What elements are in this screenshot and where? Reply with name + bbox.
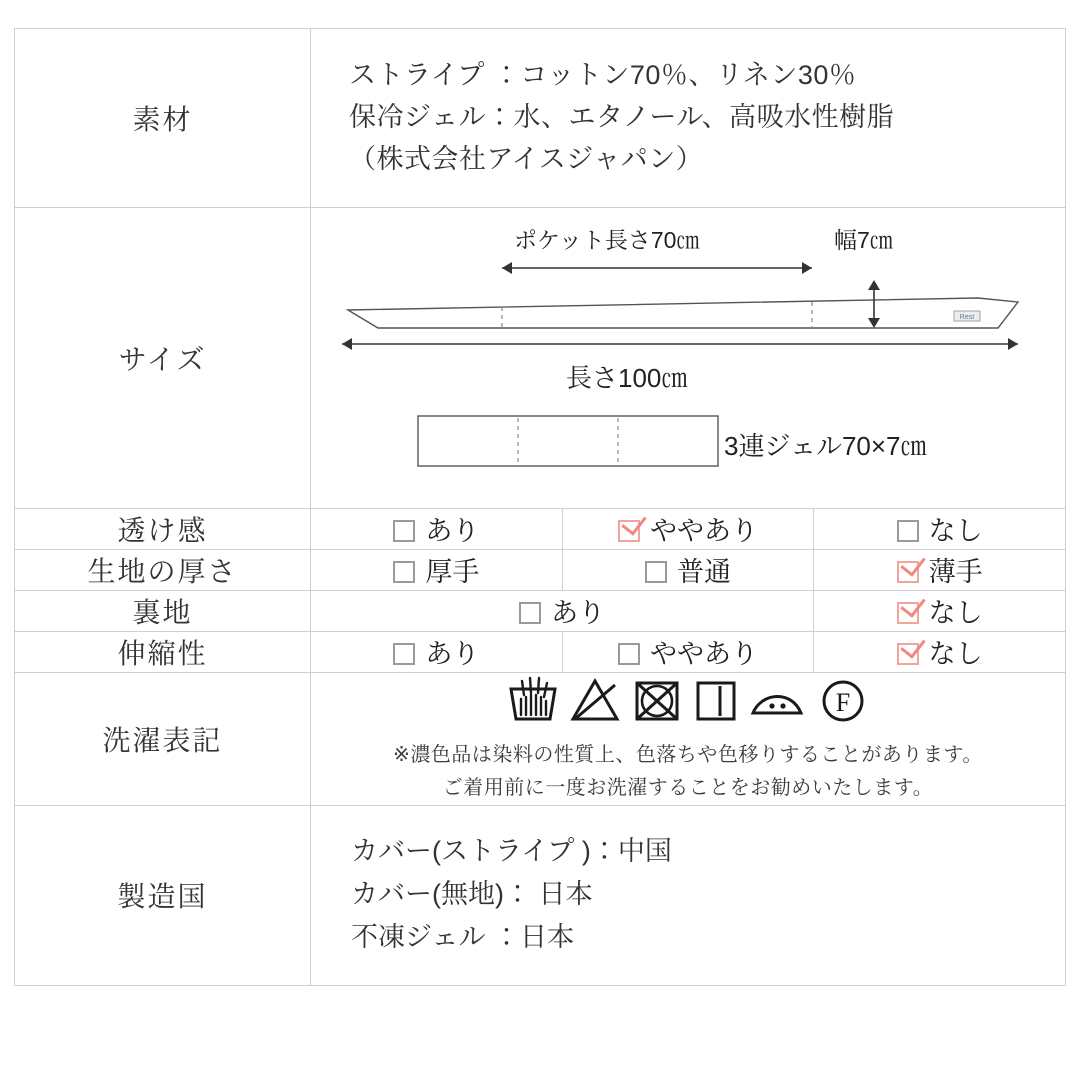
checkbox-thickness-usude[interactable] — [897, 561, 919, 583]
line-dry-icon — [691, 673, 741, 725]
row-label-size: サイズ — [15, 207, 311, 508]
material-line-1: ストライプ ：コットン70％、リネン30％ — [349, 60, 857, 90]
no-tumble-dry-icon — [629, 673, 685, 725]
checkbox-thickness-futsuu[interactable] — [645, 561, 667, 583]
thickness-option-2[interactable] — [562, 549, 814, 590]
lining-option-2[interactable] — [814, 590, 1066, 631]
thickness-option-2-label: 普通 — [676, 557, 731, 588]
table-row-lining — [15, 590, 1066, 631]
stretch-option-2-label: ややあり — [649, 639, 758, 670]
wash-care-icons — [311, 673, 1065, 725]
table-row-material — [15, 29, 1066, 208]
table-row-size — [15, 207, 1066, 508]
table-row-origin — [15, 805, 1066, 986]
table-row-sheer — [15, 508, 1066, 549]
row-value-size — [311, 207, 1066, 508]
iron-low-icon — [747, 673, 809, 725]
row-value-material — [311, 29, 1066, 208]
professional-care-f-icon — [815, 673, 871, 725]
top-margin-strip — [0, 0, 1080, 28]
thickness-option-1[interactable] — [311, 549, 563, 590]
sheer-option-3[interactable] — [814, 508, 1066, 549]
material-line-2: 保冷ジェル：水、エタノール、高吸水性樹脂 — [349, 101, 895, 132]
stretch-option-2[interactable] — [562, 631, 814, 672]
svg-text:F: F — [835, 687, 851, 717]
checkbox-lining-nashi[interactable] — [897, 602, 919, 624]
wash-note-1: ※濃色品は染料の性質上、色落ちや色移りすることがあります。 — [393, 743, 983, 766]
thickness-option-3[interactable] — [814, 549, 1066, 590]
row-label-lining: 裏地 — [15, 590, 311, 631]
row-value-origin — [311, 805, 1066, 986]
row-label-material: 素材 — [15, 29, 311, 208]
row-label-sheer: 透け感 — [15, 508, 311, 549]
sheer-option-2[interactable] — [562, 508, 814, 549]
checkbox-sheer-ari[interactable] — [393, 520, 415, 542]
wash-note-2: ご着用前に一度お洗濯することをお勧めいたします。 — [442, 776, 934, 799]
lining-option-2-label: なし — [928, 598, 983, 629]
checkbox-stretch-yaya-ari[interactable] — [618, 643, 640, 665]
table-row-thickness — [15, 549, 1066, 590]
stretch-option-3-label: なし — [928, 639, 983, 670]
row-value-wash — [311, 672, 1066, 805]
sheer-option-1[interactable] — [311, 508, 563, 549]
sheer-option-2-label: ややあり — [649, 516, 758, 547]
gel-label: 3連ジェル70×7㎝ — [724, 431, 927, 462]
material-line-3: （株式会社アイスジャパン） — [349, 143, 704, 174]
no-bleach-icon — [567, 673, 623, 725]
checkbox-sheer-yaya-ari[interactable] — [618, 520, 640, 542]
checkbox-lining-ari[interactable] — [519, 602, 541, 624]
specification-table — [14, 28, 1066, 986]
row-label-stretch: 伸縮性 — [15, 631, 311, 672]
svg-text:Rest: Rest — [959, 314, 975, 322]
thickness-option-1-label: 厚手 — [425, 557, 480, 588]
checkbox-thickness-atsude[interactable] — [393, 561, 415, 583]
origin-line-1: カバー(ストライプ )：中国 — [351, 835, 672, 866]
sheer-option-3-label: なし — [928, 516, 983, 547]
row-label-wash: 洗濯表記 — [15, 672, 311, 805]
bottom-margin-strip — [0, 1052, 1080, 1080]
origin-line-3: 不凍ジェル ：日本 — [351, 921, 574, 952]
pocket-length-label: ポケット長さ70㎝ — [514, 227, 700, 254]
row-label-thickness: 生地の厚さ — [15, 549, 311, 590]
checkbox-stretch-ari[interactable] — [393, 643, 415, 665]
origin-line-2: カバー(無地)： 日本 — [351, 878, 593, 909]
row-label-origin: 製造国 — [15, 805, 311, 986]
lining-option-1-label: あり — [551, 598, 606, 629]
thickness-option-3-label: 薄手 — [928, 557, 983, 588]
total-length-label: 長さ100㎝ — [566, 363, 688, 394]
sheer-option-1-label: あり — [425, 516, 480, 547]
table-row-wash — [15, 672, 1066, 805]
stretch-option-3[interactable] — [814, 631, 1066, 672]
table-row-stretch — [15, 631, 1066, 672]
hand-wash-icon — [505, 673, 561, 725]
stretch-option-1[interactable] — [311, 631, 563, 672]
width-label: 幅7㎝ — [834, 227, 893, 254]
lining-option-1[interactable] — [311, 590, 814, 631]
checkbox-sheer-nashi[interactable] — [897, 520, 919, 542]
stretch-option-1-label: あり — [425, 639, 480, 670]
size-diagram — [318, 210, 1058, 505]
checkbox-stretch-nashi[interactable] — [897, 643, 919, 665]
